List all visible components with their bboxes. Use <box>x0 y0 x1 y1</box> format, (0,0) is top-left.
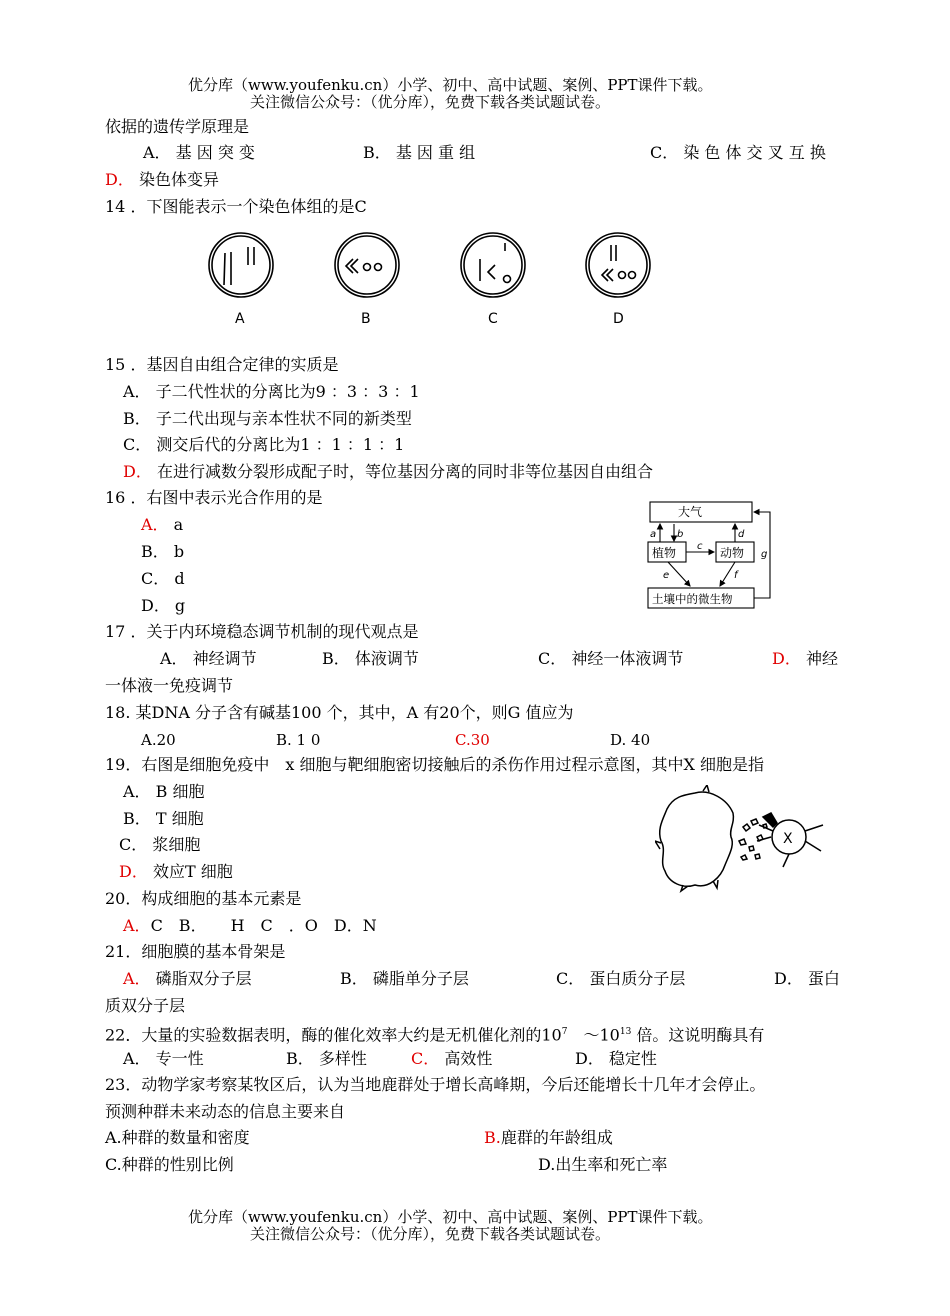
q18-option-c: C.30 <box>455 731 490 749</box>
footer-line-2: 关注微信公众号：（优分库），免费下载各类试题试卷。 <box>250 1225 611 1243</box>
q18-stem: 18. 某DNA 分子含有碱基100 个，其中，A 有20个，则G 值应为 <box>105 703 574 722</box>
q14-stem: 14 ．下图能表示一个染色体组的是C <box>105 197 367 216</box>
q21-option-c: C． 蛋白质分子层 <box>556 969 686 988</box>
q16-option-c: C． d <box>141 569 185 588</box>
q17-option-d <box>772 649 838 669</box>
q15-option-d-text: 在进行减数分裂形成配子时，等位基因分离的同时非等位基因自由组合 <box>156 462 653 481</box>
header-line-2: 关注微信公众号：（优分库），免费下载各类试题试卷。 <box>250 93 611 111</box>
q21-option-a-text: 磷脂双分子层 <box>155 969 252 988</box>
q16-option-b: B． b <box>141 542 185 561</box>
footer-line-1: 优分库（www.youfenku.cn）小学、初中、高中试题、案例、PPT课件下载。 <box>188 1208 713 1226</box>
arrow-f <box>720 562 735 586</box>
arrow-label-f: f <box>734 570 738 581</box>
q21-option-a-letter: A． <box>123 969 151 988</box>
q19-stem: 19．右图是细胞免疫中 x 细胞与靶细胞密切接触后的杀伤作用过程示意图，其中X 细胞是指 <box>105 755 764 774</box>
q16-stem: 16 ．右图中表示光合作用的是 <box>105 488 323 507</box>
q18-option-d: D. 40 <box>610 731 651 749</box>
arrow-label-g: g <box>761 549 768 560</box>
q23-stem-cont: 预测种群未来动态的信息主要来自 <box>105 1102 346 1121</box>
q22-exponent-high: 13 <box>619 1027 632 1037</box>
q13-option-a: A． 基 因 突 变 <box>143 143 255 162</box>
q13-option-c: C． 染 色 体 交 叉 互 换 <box>650 143 826 162</box>
q17-option-d-cont: 一体液一免疫调节 <box>105 676 234 695</box>
q16-option-a-text: a <box>173 515 184 534</box>
q22-stem-post: 倍。这说明酶具有 <box>631 1025 765 1045</box>
q13-stem-tail: 依据的遗传学原理是 <box>105 117 250 136</box>
arrow-e <box>668 562 690 586</box>
q15-option-b: B． 子二代出现与亲本性状不同的新类型 <box>123 409 412 428</box>
q21-stem: 21．细胞膜的基本骨架是 <box>105 942 286 961</box>
q22-option-c-letter: C． <box>411 1049 440 1068</box>
figure-label-b: B <box>361 311 371 327</box>
q23-stem: 23．动物学家考察某牧区后，认为当地鹿群处于增长高峰期，今后还能增长十几年才会停止。 <box>105 1075 766 1094</box>
q21-option-a <box>123 969 252 989</box>
figure-label-a: A <box>235 311 245 327</box>
q18-option-a: A.20 <box>141 731 176 749</box>
q19-option-d-text: 效应T 细胞 <box>152 862 233 881</box>
q17-option-a: A． 神经调节 <box>160 649 257 668</box>
q13-option-d-text: 染色体变异 <box>138 170 219 189</box>
q19-option-b: B． T 细胞 <box>123 809 204 828</box>
q22-exponent-low: 7 <box>561 1027 568 1037</box>
q14-chromosome-figure <box>200 225 670 330</box>
q17-stem: 17 ．关于内环境稳态调节机制的现代观点是 <box>105 622 419 641</box>
arrow-label-d: d <box>738 529 745 540</box>
q21-option-d: D． 蛋白 <box>774 969 840 988</box>
figure-label-c: C <box>488 311 498 327</box>
q13-option-d <box>105 170 219 190</box>
q17-option-d-text: 神经 <box>805 649 838 668</box>
q15-option-a: A． 子二代性状的分离比为9 ：3 ：3 ：1 <box>123 382 420 401</box>
q22-option-c-text: 高效性 <box>444 1049 493 1068</box>
label-atmosphere: 大气 <box>678 505 703 519</box>
arrow-label-b: b <box>677 529 684 540</box>
q17-option-b: B． 体液调节 <box>322 649 419 668</box>
q22-stem <box>105 1022 764 1045</box>
q23-option-b-text: 鹿群的年龄组成 <box>500 1128 613 1147</box>
arrow-label-e: e <box>663 570 670 581</box>
q13-option-b: B． 基 因 重 组 <box>363 143 476 162</box>
q22-option-d: D． 稳定性 <box>575 1049 657 1068</box>
q15-option-d-letter: D． <box>123 462 152 481</box>
q15-option-c: C． 测交后代的分离比为1 ：1 ：1 ：1 <box>123 435 405 454</box>
q13-option-d-letter: D． <box>105 170 134 189</box>
arrow-label-c: c <box>697 541 703 552</box>
cell-b-diagram <box>335 233 399 297</box>
target-cell <box>660 792 734 886</box>
q23-option-c: C.种群的性别比例 <box>105 1155 234 1174</box>
q16-option-a-letter: A． <box>141 515 169 534</box>
q22-option-a: A． 专一性 <box>123 1049 204 1068</box>
q19-option-a: A． B 细胞 <box>123 782 205 801</box>
figure-label-d: D <box>613 311 624 327</box>
q20-options <box>123 916 377 936</box>
q22-option-b: B． 多样性 <box>286 1049 367 1068</box>
q17-option-d-letter: D． <box>772 649 801 668</box>
header-line-1: 优分库（www.youfenku.cn）小学、初中、高中试题、案例、PPT课件下载。 <box>188 76 713 94</box>
q20-option-a-letter: A． <box>123 916 151 935</box>
q19-option-d <box>119 862 233 882</box>
carbon-cycle-diagram <box>640 500 775 612</box>
q20-stem: 20．构成细胞的基本元素是 <box>105 889 302 908</box>
q21-option-d-cont: 质双分子层 <box>105 996 186 1015</box>
q23-option-d: D.出生率和死亡率 <box>538 1155 668 1174</box>
q16-option-d: D． g <box>141 596 186 615</box>
label-soil-microbes: 土壤中的微生物 <box>652 592 733 606</box>
cell-immunity-diagram <box>655 785 830 897</box>
q18-option-b: B. 1 0 <box>276 731 321 749</box>
q15-option-d <box>123 462 653 482</box>
q23-option-b <box>484 1128 613 1148</box>
q15-stem: 15 ．基因自由组合定律的实质是 <box>105 355 339 374</box>
q19-option-c: C． 浆细胞 <box>119 835 201 854</box>
q22-stem-mid: ～10 <box>567 1025 620 1045</box>
q21-option-b: B． 磷脂单分子层 <box>340 969 469 988</box>
q23-option-a: A.种群的数量和密度 <box>105 1128 250 1147</box>
cell-c-diagram <box>461 233 525 297</box>
cell-a-diagram <box>209 233 273 297</box>
q19-option-d-letter: D． <box>119 862 148 881</box>
arrow-label-a: a <box>650 529 657 540</box>
label-animal: 动物 <box>720 546 745 560</box>
x-cell-label: X <box>783 831 793 847</box>
cell-d-diagram <box>586 233 650 297</box>
label-plant: 植物 <box>652 546 677 560</box>
q22-stem-pre: 22．大量的实验数据表明，酶的催化效率大约是无机催化剂的10 <box>105 1025 562 1045</box>
q22-option-c <box>411 1049 492 1069</box>
q17-option-c: C． 神经一体液调节 <box>538 649 684 668</box>
q16-option-a <box>141 515 183 535</box>
q23-option-b-letter: B. <box>484 1128 501 1147</box>
q20-options-text: C B． H C ．O D．N <box>150 916 377 935</box>
